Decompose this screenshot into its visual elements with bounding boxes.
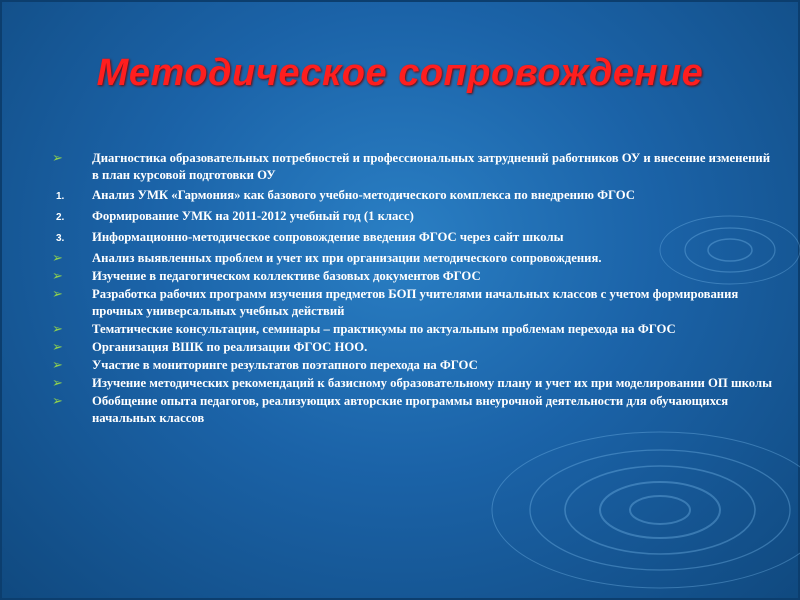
- list-item-text: Диагностика образовательных потребностей и профессиональных затруднений работников ОУ и внесение изменений в план курсовой подготовки ОУ: [92, 151, 771, 182]
- list-item-text: Информационно-методическое сопровождение введения ФГОС через сайт школы: [92, 230, 564, 244]
- arrow-bullet-icon: ➢: [52, 287, 63, 302]
- list-item: [52, 250, 772, 267]
- arrow-bullet-icon: ➢: [52, 394, 63, 409]
- list-item: [52, 339, 772, 356]
- list-number: 2.: [56, 212, 65, 223]
- list-item-text: Организация ВШК по реализации ФГОС НОО.: [92, 340, 368, 354]
- list-item-text: Анализ УМК «Гармония» как базового учебно-методического комплекса по внедрению ФГОС: [92, 188, 635, 202]
- list-item-text: Изучение методических рекомендаций к базисному образовательному плану и учет их при моделировании ОП школы: [92, 376, 772, 390]
- bullet-list: [52, 150, 772, 428]
- arrow-bullet-icon: ➢: [52, 269, 63, 284]
- list-item: [52, 393, 772, 427]
- list-item: [52, 229, 772, 246]
- list-item: [52, 187, 772, 204]
- arrow-bullet-icon: ➢: [52, 358, 63, 373]
- list-item: [52, 357, 772, 374]
- list-item: [52, 208, 772, 225]
- list-item-text: Разработка рабочих программ изучения предметов БОП учителями начальных классов с учетом формирования прочных универсальных учебных действий: [92, 287, 739, 318]
- list-item: [52, 150, 772, 184]
- list-item: [52, 375, 772, 392]
- list-item-text: Обобщение опыта педагогов, реализующих авторские программы внеурочной деятельности для обучающихся начальных классов: [92, 394, 729, 425]
- list-item-text: Участие в мониторинге результатов поэтапного перехода на ФГОС: [92, 358, 478, 372]
- list-item-text: Формирование УМК на 2011-2012 учебный год (1 класс): [92, 209, 414, 223]
- list-number: 3.: [56, 233, 65, 244]
- list-item: [52, 286, 772, 320]
- list-item-text: Анализ выявленных проблем и учет их при организации методического сопровождения.: [92, 251, 602, 265]
- arrow-bullet-icon: ➢: [52, 151, 63, 166]
- slide-title: Методическое сопровождение: [96, 52, 704, 94]
- list-item-text: Тематические консультации, семинары – практикумы по актуальным проблемам перехода на ФГОС: [92, 322, 676, 336]
- list-item: [52, 268, 772, 285]
- list-number: 1.: [56, 191, 65, 202]
- arrow-bullet-icon: ➢: [52, 322, 63, 337]
- arrow-bullet-icon: ➢: [52, 251, 63, 266]
- arrow-bullet-icon: ➢: [52, 340, 63, 355]
- arrow-bullet-icon: ➢: [52, 376, 63, 391]
- list-item-text: Изучение в педагогическом коллективе базовых документов ФГОС: [92, 269, 481, 283]
- list-item: [52, 321, 772, 338]
